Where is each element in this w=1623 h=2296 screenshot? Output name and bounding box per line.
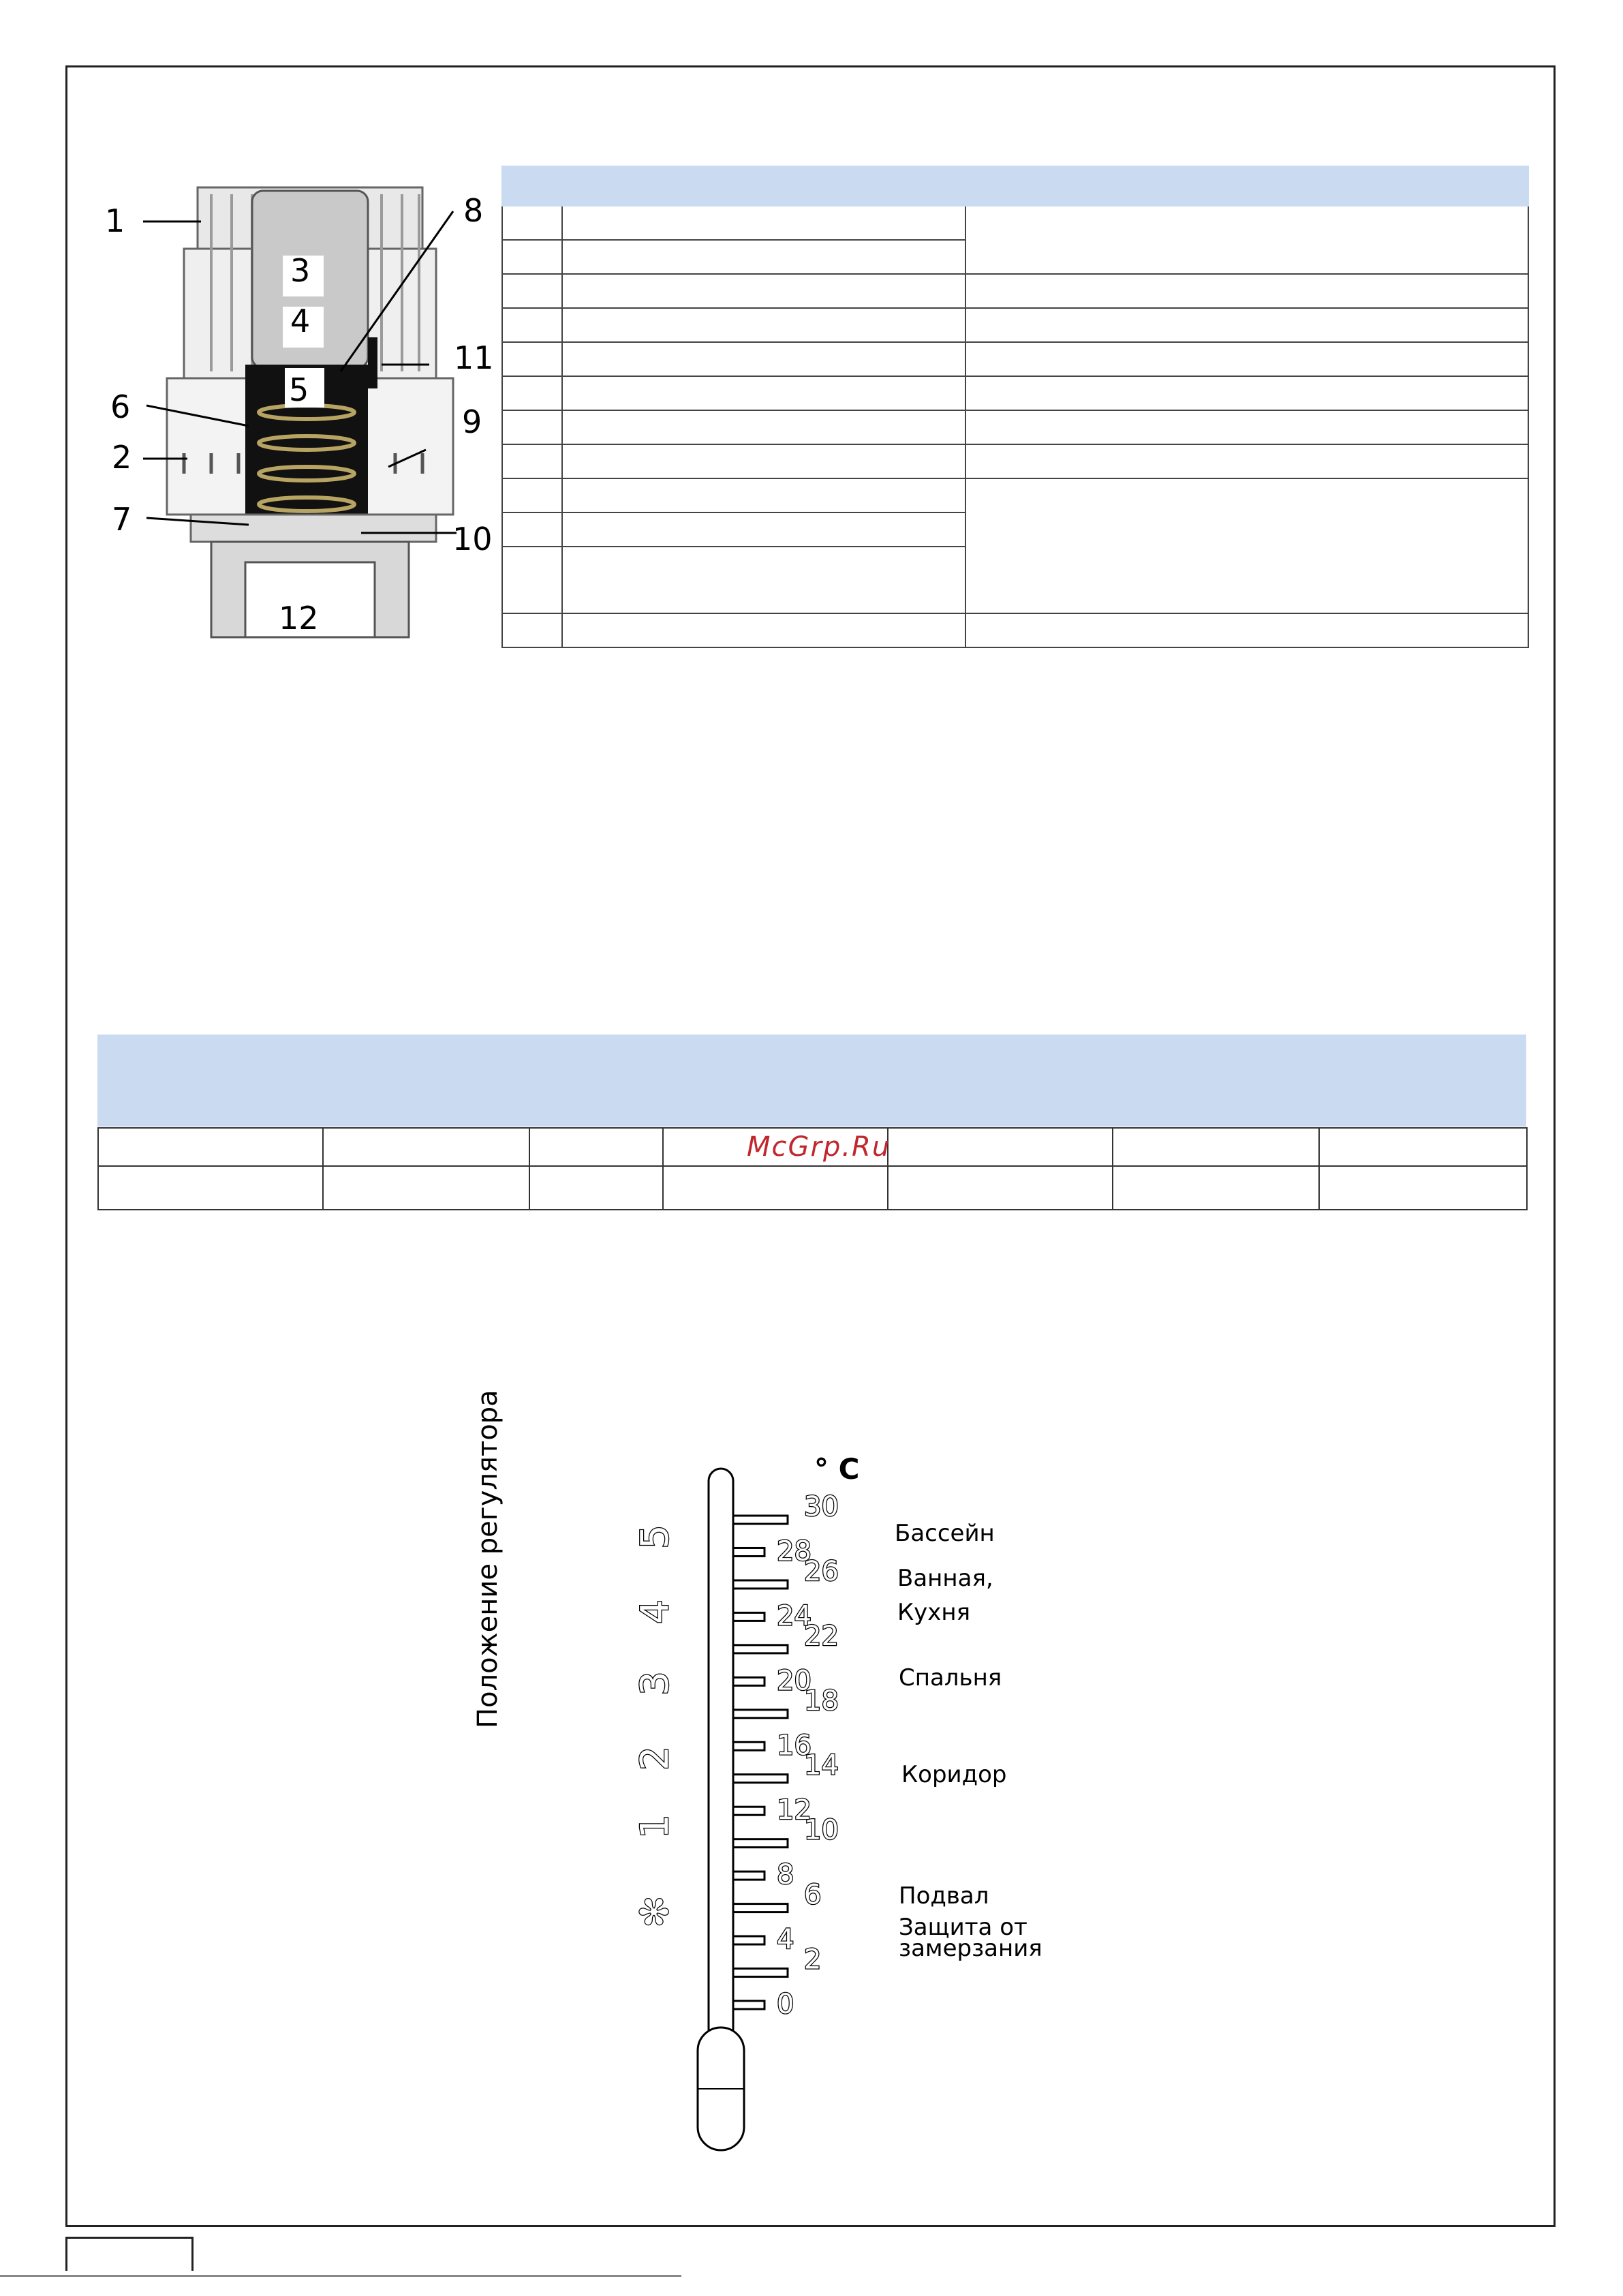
scale-tick xyxy=(733,1612,764,1621)
bottom-rule xyxy=(0,2275,681,2277)
callout-11: 11 xyxy=(454,339,494,376)
callout-4: 4 xyxy=(290,303,311,339)
temperature-label: 8 xyxy=(777,1859,794,1891)
callout-9: 9 xyxy=(462,403,482,440)
zone-kitchen: Кухня xyxy=(897,1599,971,1626)
table-row xyxy=(502,410,1528,444)
callout-2: 2 xyxy=(112,439,132,476)
parts-table xyxy=(501,166,1529,648)
scale-tick xyxy=(733,1904,788,1912)
temperature-label: 14 xyxy=(804,1749,839,1781)
zone-corridor: Коридор xyxy=(901,1761,1007,1788)
parts-table-header xyxy=(502,166,1528,206)
scale-tick xyxy=(733,1710,788,1718)
scale-tick xyxy=(733,2001,764,2009)
temperature-label: 10 xyxy=(804,1814,839,1846)
axis-title: Положение регулятора xyxy=(472,1390,504,1728)
temperature-label: 18 xyxy=(804,1685,839,1717)
temperature-label: 16 xyxy=(777,1730,812,1762)
position-label: ✻ xyxy=(633,1895,677,1928)
spec-header-band xyxy=(97,1035,1526,1127)
temperature-label: 6 xyxy=(804,1879,822,1911)
header-cell xyxy=(965,166,1528,206)
header-cell xyxy=(562,166,965,206)
scale-tick xyxy=(733,1775,788,1783)
scale-tick xyxy=(733,1936,764,1944)
table-row xyxy=(502,274,1528,308)
table-row xyxy=(502,444,1528,478)
temperature-label: 2 xyxy=(804,1944,822,1976)
scale-tick xyxy=(733,1742,764,1750)
zone-frost-2: замерзания xyxy=(899,1935,1042,1962)
table-row xyxy=(502,376,1528,410)
scale-tick xyxy=(733,1807,764,1815)
watermark: McGrp.Ru xyxy=(747,1131,891,1163)
table-row xyxy=(502,613,1528,647)
unit-label: ° C xyxy=(814,1452,860,1486)
position-label: 5 xyxy=(633,1525,677,1549)
callout-6: 6 xyxy=(110,388,131,425)
header-cell xyxy=(502,166,562,206)
page-tab xyxy=(65,2237,194,2271)
temperature-label: 26 xyxy=(804,1555,839,1587)
table-row xyxy=(98,1166,1527,1210)
position-label: 1 xyxy=(633,1814,677,1839)
scale-tick xyxy=(733,1871,764,1880)
scale-tick xyxy=(733,1969,788,1977)
scale-tick xyxy=(733,1548,764,1556)
scale-tick xyxy=(733,1839,788,1848)
table-row xyxy=(502,308,1528,342)
temperature-label: 22 xyxy=(804,1620,839,1652)
temperature-label: 24 xyxy=(777,1600,812,1632)
callout-1: 1 xyxy=(105,202,125,239)
temperature-scale xyxy=(586,1445,1077,2167)
callout-3: 3 xyxy=(290,252,311,289)
callout-8: 8 xyxy=(463,192,484,229)
temperature-label: 28 xyxy=(777,1535,812,1567)
temperature-labels xyxy=(777,1491,839,2020)
position-label: 3 xyxy=(633,1671,677,1696)
callout-7: 7 xyxy=(112,501,132,538)
temperature-label: 0 xyxy=(777,1989,794,2020)
position-labels xyxy=(633,1525,677,1927)
zone-pool: Бассейн xyxy=(895,1520,995,1547)
table-row xyxy=(502,206,1528,240)
table-row xyxy=(502,478,1528,512)
scale-tick xyxy=(733,1645,788,1653)
callout-10: 10 xyxy=(452,521,493,557)
zone-basement: Подвал xyxy=(899,1882,989,1910)
scale-tick xyxy=(733,1677,764,1685)
zone-bedroom: Спальня xyxy=(899,1664,1002,1692)
temperature-label: 12 xyxy=(777,1794,812,1826)
zone-bath: Ванная, xyxy=(897,1565,993,1592)
temperature-label: 20 xyxy=(777,1665,812,1697)
temperature-label: 4 xyxy=(777,1924,794,1956)
position-label: 4 xyxy=(633,1599,677,1624)
callout-12: 12 xyxy=(279,600,319,637)
thermostat-illustration xyxy=(109,174,518,664)
callout-5: 5 xyxy=(289,371,309,408)
zone-frost-1: Защита от xyxy=(899,1914,1027,1941)
scale-tick xyxy=(733,1580,788,1589)
temperature-label: 30 xyxy=(804,1491,839,1522)
table-row xyxy=(502,342,1528,376)
position-label: 2 xyxy=(633,1746,677,1771)
scale-tick xyxy=(733,1516,788,1524)
